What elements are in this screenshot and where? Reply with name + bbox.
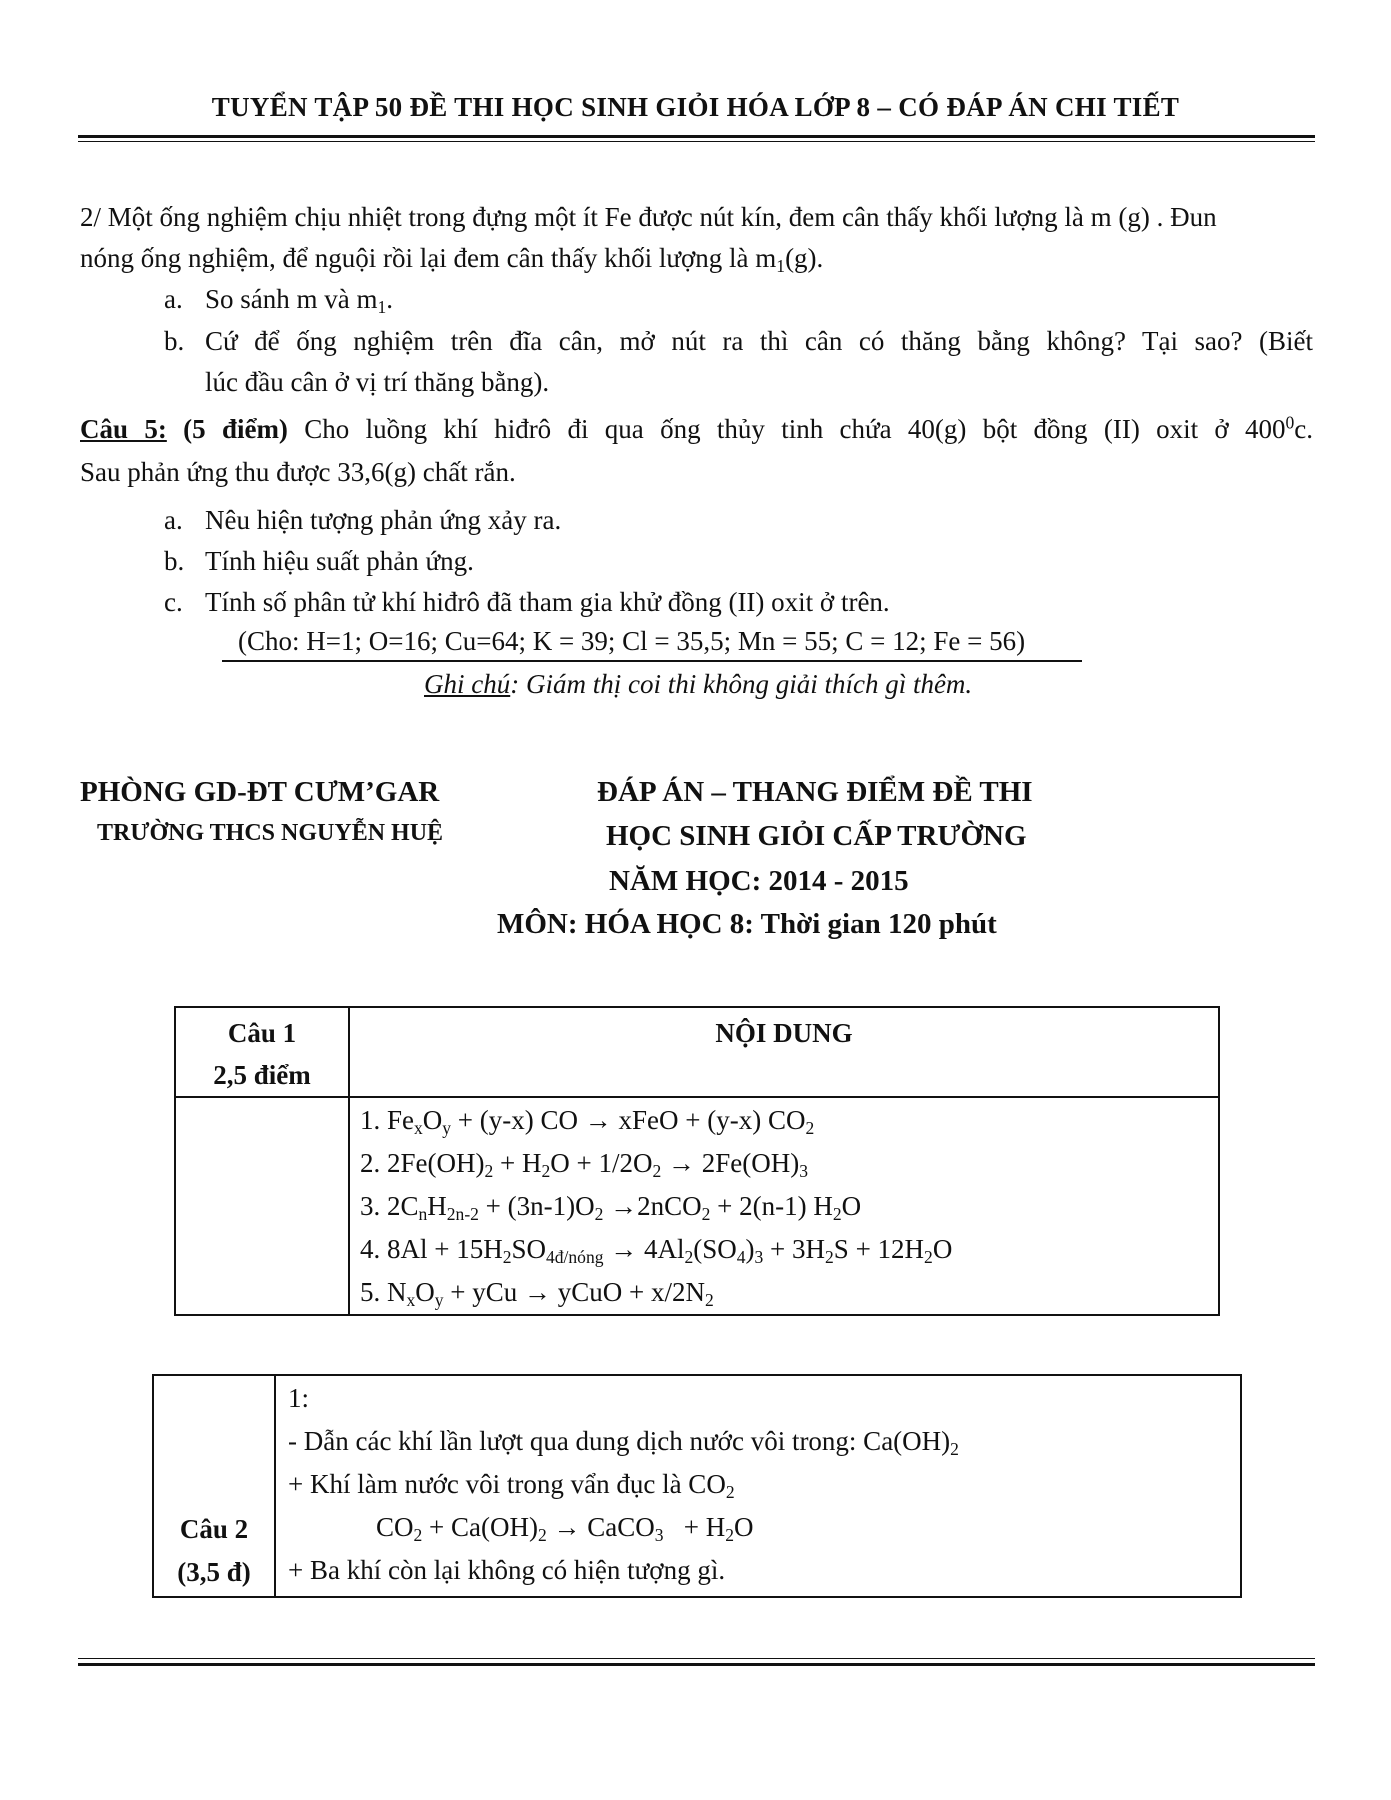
q2-line-1: 1: bbox=[288, 1383, 310, 1413]
q4-item-b-line2: lúc đầu cân ở vị trí thăng bằng). bbox=[205, 367, 550, 397]
footer-rule-thin bbox=[78, 1658, 1315, 1659]
header-rule-thin bbox=[78, 141, 1315, 142]
school-name: TRƯỜNG THCS NGUYỄN HUỆ bbox=[97, 820, 444, 846]
q2-points: (3,5 đ) bbox=[177, 1557, 251, 1587]
q5-item-a-text: Nêu hiện tượng phản ứng xảy ra. bbox=[205, 505, 562, 535]
answer-title-2: HỌC SINH GIỎI CẤP TRƯỜNG bbox=[606, 820, 1027, 852]
dept-name: PHÒNG GD-ĐT CƯM’GAR bbox=[80, 776, 440, 808]
answer-title-1: ĐÁP ÁN – THANG ĐIỂM ĐỀ THI bbox=[597, 776, 1033, 808]
q4-item-a-label: a. bbox=[164, 284, 183, 314]
q2-line-2: - Dẫn các khí lần lượt qua dung dịch nước vôi trong: $Ca(OH)_2$ bbox=[288, 1426, 959, 1459]
equation-2: 2. $2Fe(OH)_2 + H_2O + 1/2O_2 \to 2Fe(OH)_3$ bbox=[360, 1148, 808, 1181]
q5-line1: Câu 5: (5 điểm) Cho luồng khí hiđrô đi qua ống thủy tinh chứa 40(g) bột đồng (II) oxit ở $400^0c$. bbox=[80, 412, 1314, 444]
subject-line: MÔN: HÓA HỌC 8: Thời gian 120 phút bbox=[497, 908, 997, 940]
q5-item-a-label: a. bbox=[164, 505, 183, 535]
answer-table-q2 bbox=[152, 1374, 1242, 1598]
q4-item-b-line1: Cứ để ống nghiệm trên đĩa cân, mở nút ra thì cân có thăng bằng không? Tại sao? (Biết bbox=[205, 326, 1313, 356]
school-year: NĂM HỌC: 2014 - 2015 bbox=[609, 865, 909, 897]
q5-item-b-label: b. bbox=[164, 546, 185, 576]
equation-1: 1. $Fe_xO_y + (y-x)$ CO → xFeO + (y-x) $CO_2$ bbox=[360, 1105, 815, 1138]
equation-4: 4. $8Al + 15H_2SO_{4đ/nóng} \to 4Al_2(SO_4)_3 + 3H_2S + 12H_2O$ bbox=[360, 1234, 953, 1267]
q4-item-b-label: b. bbox=[164, 326, 185, 356]
q1-empty-cell bbox=[175, 1097, 349, 1315]
content-header-cell bbox=[349, 1007, 1219, 1097]
q1-points: 2,5 điểm bbox=[213, 1060, 311, 1090]
q2-line-5: + Ba khí còn lại không có hiện tượng gì. bbox=[288, 1555, 726, 1585]
q5-item-b-text: Tính hiệu suất phản ứng. bbox=[205, 546, 474, 576]
q4-item-a-text: So sánh m và $m_1$. bbox=[205, 284, 394, 317]
q5-points: (5 điểm) bbox=[183, 414, 288, 444]
equation-3: 3. $2C_nH_{2n-2} + (3n-1)O_2 \to 2nCO_2 + 2(n-1)$ $H_2O$ bbox=[360, 1191, 862, 1224]
q5-label: Câu 5: bbox=[80, 414, 167, 444]
q5-item-c-label: c. bbox=[164, 587, 183, 617]
content-header: NỘI DUNG bbox=[715, 1018, 853, 1048]
q5-given-atomic-masses: (Cho: H=1; O=16; Cu=64; K = 39; Cl = 35,5; Mn = 55; C = 12; Fe = 56) bbox=[238, 626, 1026, 656]
q5-item-c-text: Tính số phân tử khí hiđrô đã tham gia khử đồng (II) oxit ở trên. bbox=[205, 587, 890, 617]
q4-part2-line1: 2/ Một ống nghiệm chịu nhiệt trong đựng một ít Fe được nút kín, đem cân thấy khối lượng là m (g) . Đun bbox=[80, 202, 1217, 232]
q2-line-3: + Khí làm nước vôi trong vẩn đục là $CO_2$ bbox=[288, 1469, 735, 1502]
answer-table-q1 bbox=[174, 1006, 1220, 1316]
header-rule-thick bbox=[78, 135, 1315, 138]
q1-label: Câu 1 bbox=[227, 1018, 297, 1048]
q5-line2: Sau phản ứng thu được 33,6(g) chất rắn. bbox=[80, 457, 516, 487]
q2-content-cell bbox=[275, 1375, 1241, 1597]
document-header-title: TUYỂN TẬP 50 ĐỀ THI HỌC SINH GIỎI HÓA LỚP 8 – CÓ ĐÁP ÁN CHI TIẾT bbox=[211, 92, 1180, 122]
given-underline bbox=[222, 660, 1082, 662]
q1-equations-cell bbox=[349, 1097, 1219, 1315]
exam-note: Ghi chú: Giám thị coi thi không giải thích gì thêm. bbox=[424, 669, 973, 699]
q2-equation: $CO_2 + Ca(OH)_2$ → CaCO$_3$ + $H_2O$ bbox=[376, 1512, 754, 1545]
q2-label-cell bbox=[153, 1375, 275, 1597]
footer-rule-thick bbox=[78, 1663, 1315, 1666]
q2-label: Câu 2 bbox=[179, 1514, 249, 1544]
q1-label-cell bbox=[175, 1007, 349, 1097]
q4-part2-line2: nóng ống nghiệm, để nguội rồi lại đem cân thấy khối lượng là $m_1(g)$. bbox=[80, 243, 824, 276]
equation-5: 5. $N_xO_y$ + yCu → yCuO + $x/2N_2$ bbox=[360, 1277, 714, 1310]
